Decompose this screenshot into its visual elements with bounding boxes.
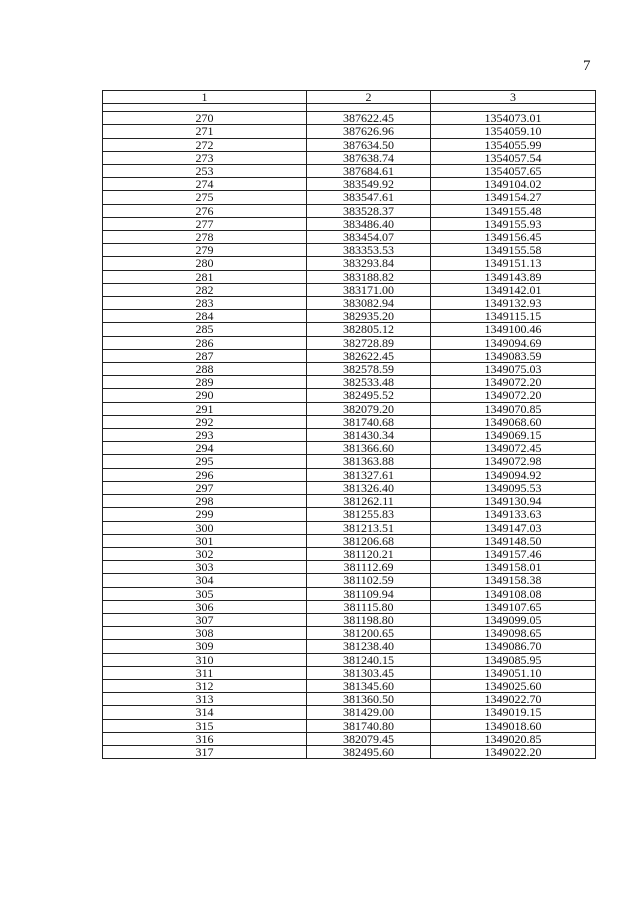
- table-row: [103, 693, 596, 706]
- point-number-cell: 312: [103, 679, 307, 692]
- y-coordinate-cell: 1349151.13: [431, 257, 596, 270]
- x-coordinate-cell: 383353.53: [307, 244, 431, 257]
- y-coordinate-cell: 1349018.60: [431, 719, 596, 732]
- point-number-cell: 274: [103, 178, 307, 191]
- point-number-cell: 311: [103, 666, 307, 679]
- y-coordinate-cell: 1349155.93: [431, 217, 596, 230]
- table-row: [103, 679, 596, 692]
- y-coordinate-cell: 1349025.60: [431, 679, 596, 692]
- y-coordinate-cell: 1349098.65: [431, 627, 596, 640]
- point-number-cell: 271: [103, 125, 307, 138]
- point-number-cell: 292: [103, 415, 307, 428]
- point-number-cell: 275: [103, 191, 307, 204]
- table-row: [103, 574, 596, 587]
- header-cell-3: 3: [431, 91, 596, 104]
- y-coordinate-cell: 1349069.15: [431, 429, 596, 442]
- x-coordinate-cell: 387634.50: [307, 138, 431, 151]
- table-row: [103, 521, 596, 534]
- y-coordinate-cell: 1349104.02: [431, 178, 596, 191]
- x-coordinate-cell: 382495.60: [307, 745, 431, 758]
- table-row: [103, 547, 596, 560]
- y-coordinate-cell: 1349133.63: [431, 508, 596, 521]
- table-row: [103, 455, 596, 468]
- table-row: [103, 600, 596, 613]
- y-coordinate-cell: 1349148.50: [431, 534, 596, 547]
- point-number-cell: 295: [103, 455, 307, 468]
- y-coordinate-cell: 1349147.03: [431, 521, 596, 534]
- point-number-cell: 317: [103, 745, 307, 758]
- x-coordinate-cell: 381240.15: [307, 653, 431, 666]
- x-coordinate-cell: 381303.45: [307, 666, 431, 679]
- y-coordinate-cell: 1349099.05: [431, 613, 596, 626]
- y-coordinate-cell: 1349070.85: [431, 402, 596, 415]
- point-number-cell: 309: [103, 640, 307, 653]
- y-coordinate-cell: 1349072.45: [431, 442, 596, 455]
- point-number-cell: 293: [103, 429, 307, 442]
- table-row: [103, 283, 596, 296]
- table-row: [103, 217, 596, 230]
- table-row: [103, 666, 596, 679]
- point-number-cell: 281: [103, 270, 307, 283]
- x-coordinate-cell: 381198.80: [307, 613, 431, 626]
- point-number-cell: 310: [103, 653, 307, 666]
- table-row: [103, 165, 596, 178]
- table-row: [103, 376, 596, 389]
- x-coordinate-cell: 387684.61: [307, 165, 431, 178]
- point-number-cell: 291: [103, 402, 307, 415]
- point-number-cell: 287: [103, 349, 307, 362]
- point-number-cell: 300: [103, 521, 307, 534]
- point-number-cell: 298: [103, 495, 307, 508]
- x-coordinate-cell: 381109.94: [307, 587, 431, 600]
- y-coordinate-cell: 1349075.03: [431, 363, 596, 376]
- x-coordinate-cell: 381363.88: [307, 455, 431, 468]
- y-coordinate-cell: 1349156.45: [431, 231, 596, 244]
- x-coordinate-cell: 382728.89: [307, 336, 431, 349]
- table-row: [103, 627, 596, 640]
- table-row: [103, 402, 596, 415]
- point-number-cell: 289: [103, 376, 307, 389]
- point-number-cell: 296: [103, 468, 307, 481]
- table-row: [103, 191, 596, 204]
- table-row: [103, 112, 596, 125]
- table-row: [103, 429, 596, 442]
- x-coordinate-cell: 381740.80: [307, 719, 431, 732]
- x-coordinate-cell: 381200.65: [307, 627, 431, 640]
- y-coordinate-cell: 1349086.70: [431, 640, 596, 653]
- table-row: [103, 508, 596, 521]
- table-row: [103, 270, 596, 283]
- table-row: [103, 745, 596, 758]
- y-coordinate-cell: 1349072.20: [431, 376, 596, 389]
- x-coordinate-cell: 381366.60: [307, 442, 431, 455]
- x-coordinate-cell: 381327.61: [307, 468, 431, 481]
- x-coordinate-cell: 381360.50: [307, 693, 431, 706]
- x-coordinate-cell: 381429.00: [307, 706, 431, 719]
- y-coordinate-cell: 1354057.54: [431, 151, 596, 164]
- x-coordinate-cell: 382935.20: [307, 310, 431, 323]
- y-coordinate-cell: 1354059.10: [431, 125, 596, 138]
- table-row: [103, 732, 596, 745]
- x-coordinate-cell: 382495.52: [307, 389, 431, 402]
- y-coordinate-cell: 1349142.01: [431, 283, 596, 296]
- y-coordinate-cell: 1349019.15: [431, 706, 596, 719]
- table-row: [103, 336, 596, 349]
- y-coordinate-cell: 1349095.53: [431, 481, 596, 494]
- x-coordinate-cell: 381213.51: [307, 521, 431, 534]
- x-coordinate-cell: 381345.60: [307, 679, 431, 692]
- point-number-cell: 278: [103, 231, 307, 244]
- x-coordinate-cell: 387626.96: [307, 125, 431, 138]
- point-number-cell: 294: [103, 442, 307, 455]
- x-coordinate-cell: 382622.45: [307, 349, 431, 362]
- page-number: 7: [583, 58, 591, 74]
- table-row: [103, 204, 596, 217]
- table-row: [103, 613, 596, 626]
- point-number-cell: 303: [103, 561, 307, 574]
- y-coordinate-cell: 1349100.46: [431, 323, 596, 336]
- table-header: [103, 91, 596, 112]
- x-coordinate-cell: 382533.48: [307, 376, 431, 389]
- table-row: [103, 297, 596, 310]
- point-number-cell: 307: [103, 613, 307, 626]
- x-coordinate-cell: 382079.45: [307, 732, 431, 745]
- table-row: [103, 495, 596, 508]
- y-coordinate-cell: 1349083.59: [431, 349, 596, 362]
- point-number-cell: 270: [103, 112, 307, 125]
- table-row: [103, 363, 596, 376]
- x-coordinate-cell: 381112.69: [307, 561, 431, 574]
- point-number-cell: 283: [103, 297, 307, 310]
- y-coordinate-cell: 1354057.65: [431, 165, 596, 178]
- point-number-cell: 286: [103, 336, 307, 349]
- x-coordinate-cell: 382805.12: [307, 323, 431, 336]
- y-coordinate-cell: 1349020.85: [431, 732, 596, 745]
- point-number-cell: 313: [103, 693, 307, 706]
- table-row: [103, 323, 596, 336]
- point-number-cell: 297: [103, 481, 307, 494]
- table-row: [103, 468, 596, 481]
- x-coordinate-cell: 383171.00: [307, 283, 431, 296]
- table-row: [103, 138, 596, 151]
- point-number-cell: 308: [103, 627, 307, 640]
- table-row: [103, 640, 596, 653]
- y-coordinate-cell: 1349155.48: [431, 204, 596, 217]
- y-coordinate-cell: 1349154.27: [431, 191, 596, 204]
- coordinates-table: [102, 90, 596, 759]
- point-number-cell: 276: [103, 204, 307, 217]
- table-row: [103, 587, 596, 600]
- point-number-cell: 315: [103, 719, 307, 732]
- x-coordinate-cell: 383528.37: [307, 204, 431, 217]
- y-coordinate-cell: 1349158.01: [431, 561, 596, 574]
- table-row: [103, 389, 596, 402]
- y-coordinate-cell: 1349130.94: [431, 495, 596, 508]
- y-coordinate-cell: 1349051.10: [431, 666, 596, 679]
- table-row: [103, 442, 596, 455]
- point-number-cell: 272: [103, 138, 307, 151]
- x-coordinate-cell: 383549.92: [307, 178, 431, 191]
- y-coordinate-cell: 1349022.70: [431, 693, 596, 706]
- y-coordinate-cell: 1349107.65: [431, 600, 596, 613]
- point-number-cell: 304: [103, 574, 307, 587]
- table-row: [103, 151, 596, 164]
- y-coordinate-cell: 1349072.20: [431, 389, 596, 402]
- table-row: [103, 310, 596, 323]
- x-coordinate-cell: 381102.59: [307, 574, 431, 587]
- point-number-cell: 314: [103, 706, 307, 719]
- point-number-cell: 282: [103, 283, 307, 296]
- point-number-cell: 299: [103, 508, 307, 521]
- x-coordinate-cell: 383486.40: [307, 217, 431, 230]
- point-number-cell: 280: [103, 257, 307, 270]
- table-row: [103, 706, 596, 719]
- header-row: [103, 91, 596, 104]
- x-coordinate-cell: 383188.82: [307, 270, 431, 283]
- y-coordinate-cell: 1349094.92: [431, 468, 596, 481]
- y-coordinate-cell: 1349072.98: [431, 455, 596, 468]
- point-number-cell: 301: [103, 534, 307, 547]
- x-coordinate-cell: 381255.83: [307, 508, 431, 521]
- y-coordinate-cell: 1349022.20: [431, 745, 596, 758]
- x-coordinate-cell: 381115.80: [307, 600, 431, 613]
- y-coordinate-cell: 1349132.93: [431, 297, 596, 310]
- x-coordinate-cell: 381262.11: [307, 495, 431, 508]
- x-coordinate-cell: 381326.40: [307, 481, 431, 494]
- x-coordinate-cell: 381430.34: [307, 429, 431, 442]
- y-coordinate-cell: 1349157.46: [431, 547, 596, 560]
- table-row: [103, 244, 596, 257]
- point-number-cell: 285: [103, 323, 307, 336]
- y-coordinate-cell: 1349085.95: [431, 653, 596, 666]
- y-coordinate-cell: 1354073.01: [431, 112, 596, 125]
- header-cell-2: 2: [307, 91, 431, 104]
- point-number-cell: 288: [103, 363, 307, 376]
- y-coordinate-cell: 1349155.58: [431, 244, 596, 257]
- point-number-cell: 316: [103, 732, 307, 745]
- point-number-cell: 302: [103, 547, 307, 560]
- table-row: [103, 257, 596, 270]
- y-coordinate-cell: 1349115.15: [431, 310, 596, 323]
- point-number-cell: 279: [103, 244, 307, 257]
- point-number-cell: 305: [103, 587, 307, 600]
- table-body: [103, 112, 596, 759]
- table-row: [103, 534, 596, 547]
- x-coordinate-cell: 383547.61: [307, 191, 431, 204]
- header-cell-1: 1: [103, 91, 307, 104]
- x-coordinate-cell: 383293.84: [307, 257, 431, 270]
- point-number-cell: 253: [103, 165, 307, 178]
- table-row: [103, 178, 596, 191]
- x-coordinate-cell: 383454.07: [307, 231, 431, 244]
- y-coordinate-cell: 1349108.08: [431, 587, 596, 600]
- table-row: [103, 719, 596, 732]
- table-row: [103, 125, 596, 138]
- x-coordinate-cell: 387622.45: [307, 112, 431, 125]
- table-row: [103, 349, 596, 362]
- table-row: [103, 231, 596, 244]
- point-number-cell: 277: [103, 217, 307, 230]
- table-row: [103, 481, 596, 494]
- x-coordinate-cell: 382079.20: [307, 402, 431, 415]
- x-coordinate-cell: 381238.40: [307, 640, 431, 653]
- point-number-cell: 273: [103, 151, 307, 164]
- x-coordinate-cell: 387638.74: [307, 151, 431, 164]
- y-coordinate-cell: 1349068.60: [431, 415, 596, 428]
- table-row: [103, 653, 596, 666]
- x-coordinate-cell: 382578.59: [307, 363, 431, 376]
- table-row: [103, 415, 596, 428]
- table-row: [103, 561, 596, 574]
- x-coordinate-cell: 381206.68: [307, 534, 431, 547]
- point-number-cell: 290: [103, 389, 307, 402]
- x-coordinate-cell: 381740.68: [307, 415, 431, 428]
- y-coordinate-cell: 1349143.89: [431, 270, 596, 283]
- x-coordinate-cell: 383082.94: [307, 297, 431, 310]
- point-number-cell: 306: [103, 600, 307, 613]
- y-coordinate-cell: 1349158.38: [431, 574, 596, 587]
- y-coordinate-cell: 1354055.99: [431, 138, 596, 151]
- point-number-cell: 284: [103, 310, 307, 323]
- x-coordinate-cell: 381120.21: [307, 547, 431, 560]
- y-coordinate-cell: 1349094.69: [431, 336, 596, 349]
